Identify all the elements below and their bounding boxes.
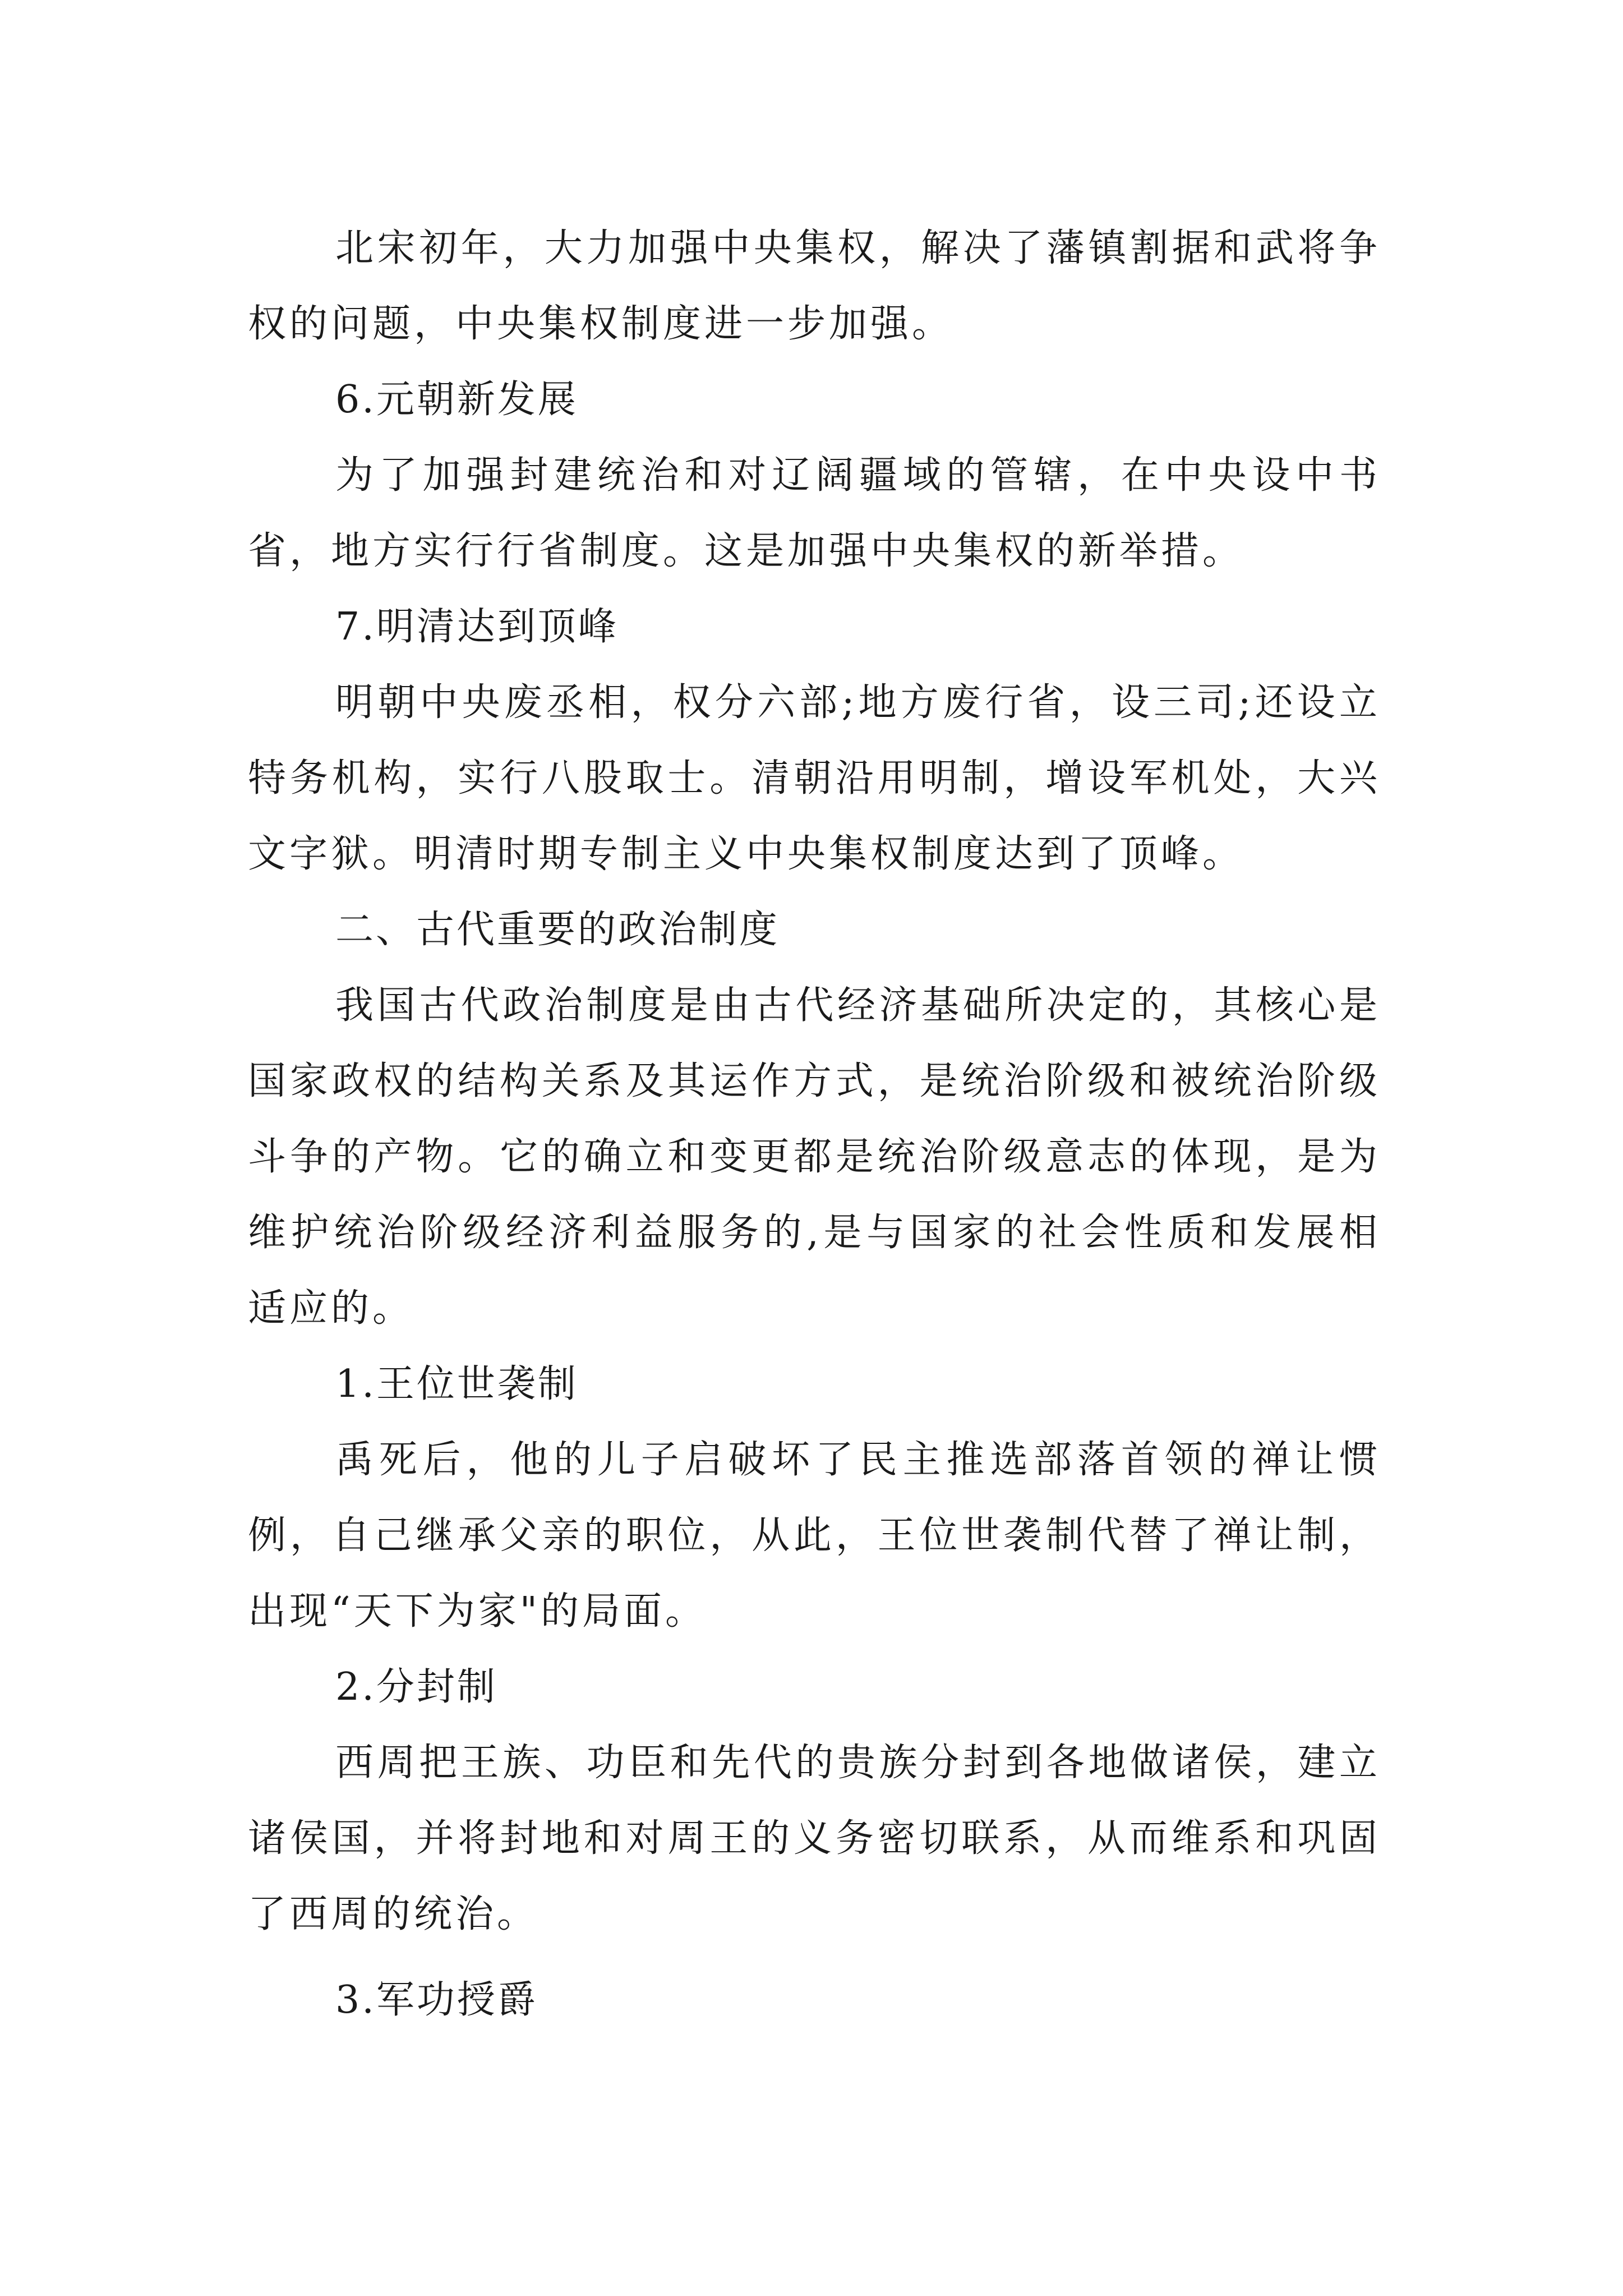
heading-enfeoffment: 2.分封制 [335, 1665, 497, 1709]
paragraph-yuan-dynasty: 为了加强封建统治和对辽阔疆域的管辖，在中央设中书省，地方实行行省制度。这是加强中央集权的新举措。 [248, 453, 1381, 573]
paragraph-hereditary-throne: 禹死后，他的儿子启破坏了民主推选部落首领的禅让惯例，自己继承父亲的职位，从此，王位世袭制代替了禅让制，出现“天下为家"的局面。 [248, 1438, 1381, 1634]
heading-yuan-dynasty: 6.元朝新发展 [335, 378, 578, 422]
document-body [248, 210, 1381, 2038]
heading-ming-qing: 7.明清达到顶峰 [335, 605, 619, 649]
heading-hereditary-throne: 1.王位世袭制 [335, 1362, 578, 1406]
paragraph-enfeoffment: 西周把王族、功臣和先代的贵族分封到各地做诸侯，建立诸侯国，并将封地和对周王的义务密切联系，从而维系和巩固了西周的统治。 [248, 1741, 1381, 1936]
paragraph-northern-song: 北宋初年，大力加强中央集权，解决了藩镇割据和武将争权的问题，中央集权制度进一步加强。 [248, 226, 1381, 346]
paragraph-political-systems: 我国古代政治制度是由古代经济基础所决定的，其核心是国家政权的结构关系及其运作方式，是统治阶级和被统治阶级斗争的产物。它的确立和变更都是统治阶级意志的体现，是为维护统治阶级经济利益服务的,是与国家的社会性质和发展相适应的。 [248, 983, 1381, 1331]
paragraph-ming-qing: 明朝中央废丞相，权分六部;地方废行省，设三司;还设立特务机构，实行八股取士。清朝沿用明制，增设军机处，大兴文字狱。明清时期专制主义中央集权制度达到了顶峰。 [248, 680, 1381, 876]
heading-military-merit: 3.军功授爵 [335, 1978, 538, 2022]
heading-political-systems: 二、古代重要的政治制度 [335, 908, 780, 952]
